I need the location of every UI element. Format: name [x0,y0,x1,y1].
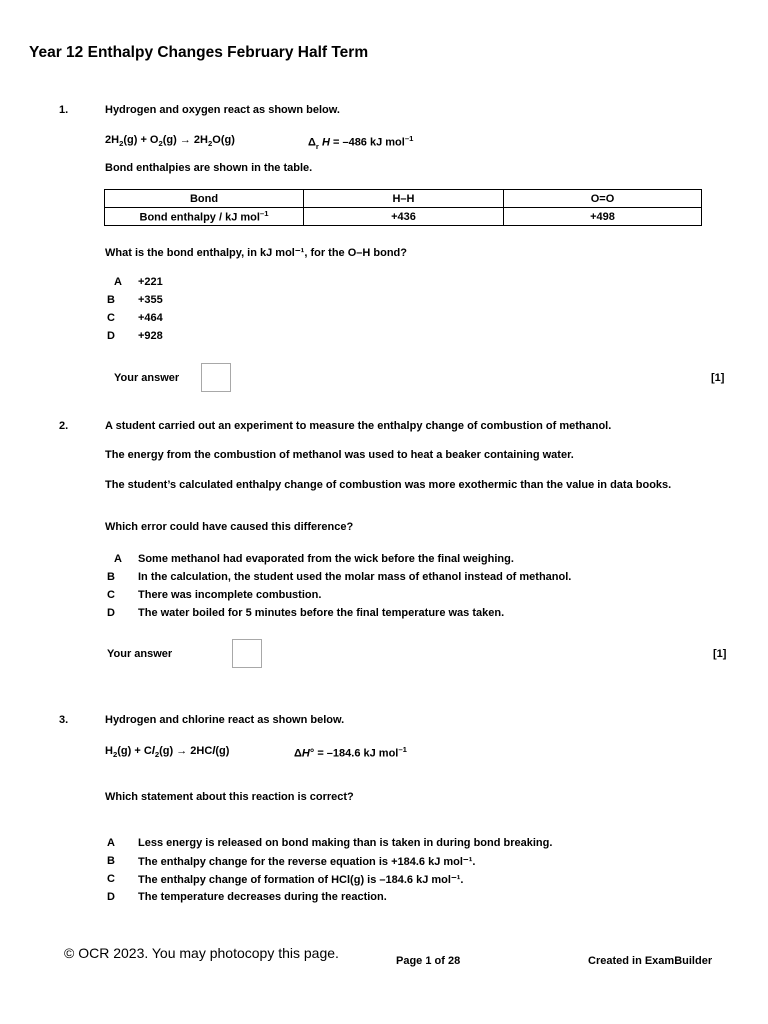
footer-page-number: Page 1 of 28 [396,955,461,967]
question-2-question: Which error could have caused this difference? [105,521,354,533]
footer-created: Created in ExamBuilder [588,955,713,967]
question-2-paragraph: The student’s calculated enthalpy change of combustion was more exothermic than the value in data books. [105,479,672,491]
question-1-enthalpy: $\Delta_r$ H = –486 kJ mol$^{-1}$ [308,134,414,151]
option-letter: B [107,294,115,306]
option-letter: D [107,607,115,619]
question-3-intro: Hydrogen and chlorine react as shown below. [105,714,345,726]
option-text: The enthalpy change of formation of HCl(g) is –184.6 kJ mol⁻¹. [138,874,464,886]
option-text: There was incomplete combustion. [138,589,322,601]
option-letter: A [107,837,115,849]
question-3-enthalpy: ΔH° = –184.6 kJ mol$^{-1}$ [294,745,407,760]
option-text: The water boiled for 5 minutes before the final temperature was taken. [138,607,505,619]
option-text: +221 [138,276,163,288]
page-title: Year 12 Enthalpy Changes February Half Term [29,44,369,61]
option-letter: B [107,571,115,583]
table-header-cell: Bond [105,190,304,208]
question-3-number: 3. [59,714,69,726]
option-letter: D [107,330,115,342]
option-letter: A [114,276,122,288]
question-2-marks: [1] [713,648,727,660]
table-header-cell: H–H [304,190,504,208]
table-cell: +436 [304,208,504,226]
question-1-answer-label: Your answer [114,372,180,384]
question-1-table-intro: Bond enthalpies are shown in the table. [105,162,313,174]
question-3-question: Which statement about this reaction is correct? [105,791,354,803]
question-1-marks: [1] [711,372,725,384]
option-text: Less energy is released on bond making than is taken in during bond breaking. [138,837,553,849]
question-2-number: 2. [59,420,69,432]
table-cell: +498 [504,208,702,226]
question-1-intro: Hydrogen and oxygen react as shown below. [105,104,340,116]
question-1-question: What is the bond enthalpy, in kJ mol⁻¹, for the O–H bond? [105,247,407,259]
question-1-answer-box[interactable] [201,363,231,392]
option-text: +464 [138,312,163,324]
table-header-row [105,190,702,208]
option-letter: A [114,553,122,565]
table-row-label: Bond enthalpy / kJ mol$^{-1}$ [105,208,304,226]
question-3-equation: $H_2(g) + Cl_2(g) \to 2HCl(g)$ [105,745,230,760]
option-letter: B [107,855,115,867]
question-2-answer-label: Your answer [107,648,173,660]
question-2-paragraph: A student carried out an experiment to measure the enthalpy change of combustion of methanol. [105,420,612,432]
option-letter: C [107,589,115,601]
option-text: +928 [138,330,163,342]
option-text: Some methanol had evaporated from the wick before the final weighing. [138,553,514,565]
option-text: In the calculation, the student used the molar mass of ethanol instead of methanol. [138,571,572,583]
question-2-answer-box[interactable] [232,639,262,668]
option-text: The enthalpy change for the reverse equation is +184.6 kJ mol⁻¹. [138,856,476,868]
option-letter: C [107,312,115,324]
question-1-number: 1. [59,104,69,116]
option-text: +355 [138,294,163,306]
bond-enthalpy-table [104,189,702,226]
question-1-equation: $2H_2(g) + O_2(g) \to 2H_2O(g)$ [105,134,235,149]
option-text: The temperature decreases during the reaction. [138,891,387,903]
option-letter: D [107,891,115,903]
question-2-paragraph: The energy from the combustion of methanol was used to heat a beaker containing water. [105,449,574,461]
table-header-cell: O=O [504,190,702,208]
option-letter: C [107,873,115,885]
table-row [105,208,702,226]
footer-copyright: © OCR 2023. You may photocopy this page. [64,945,339,961]
